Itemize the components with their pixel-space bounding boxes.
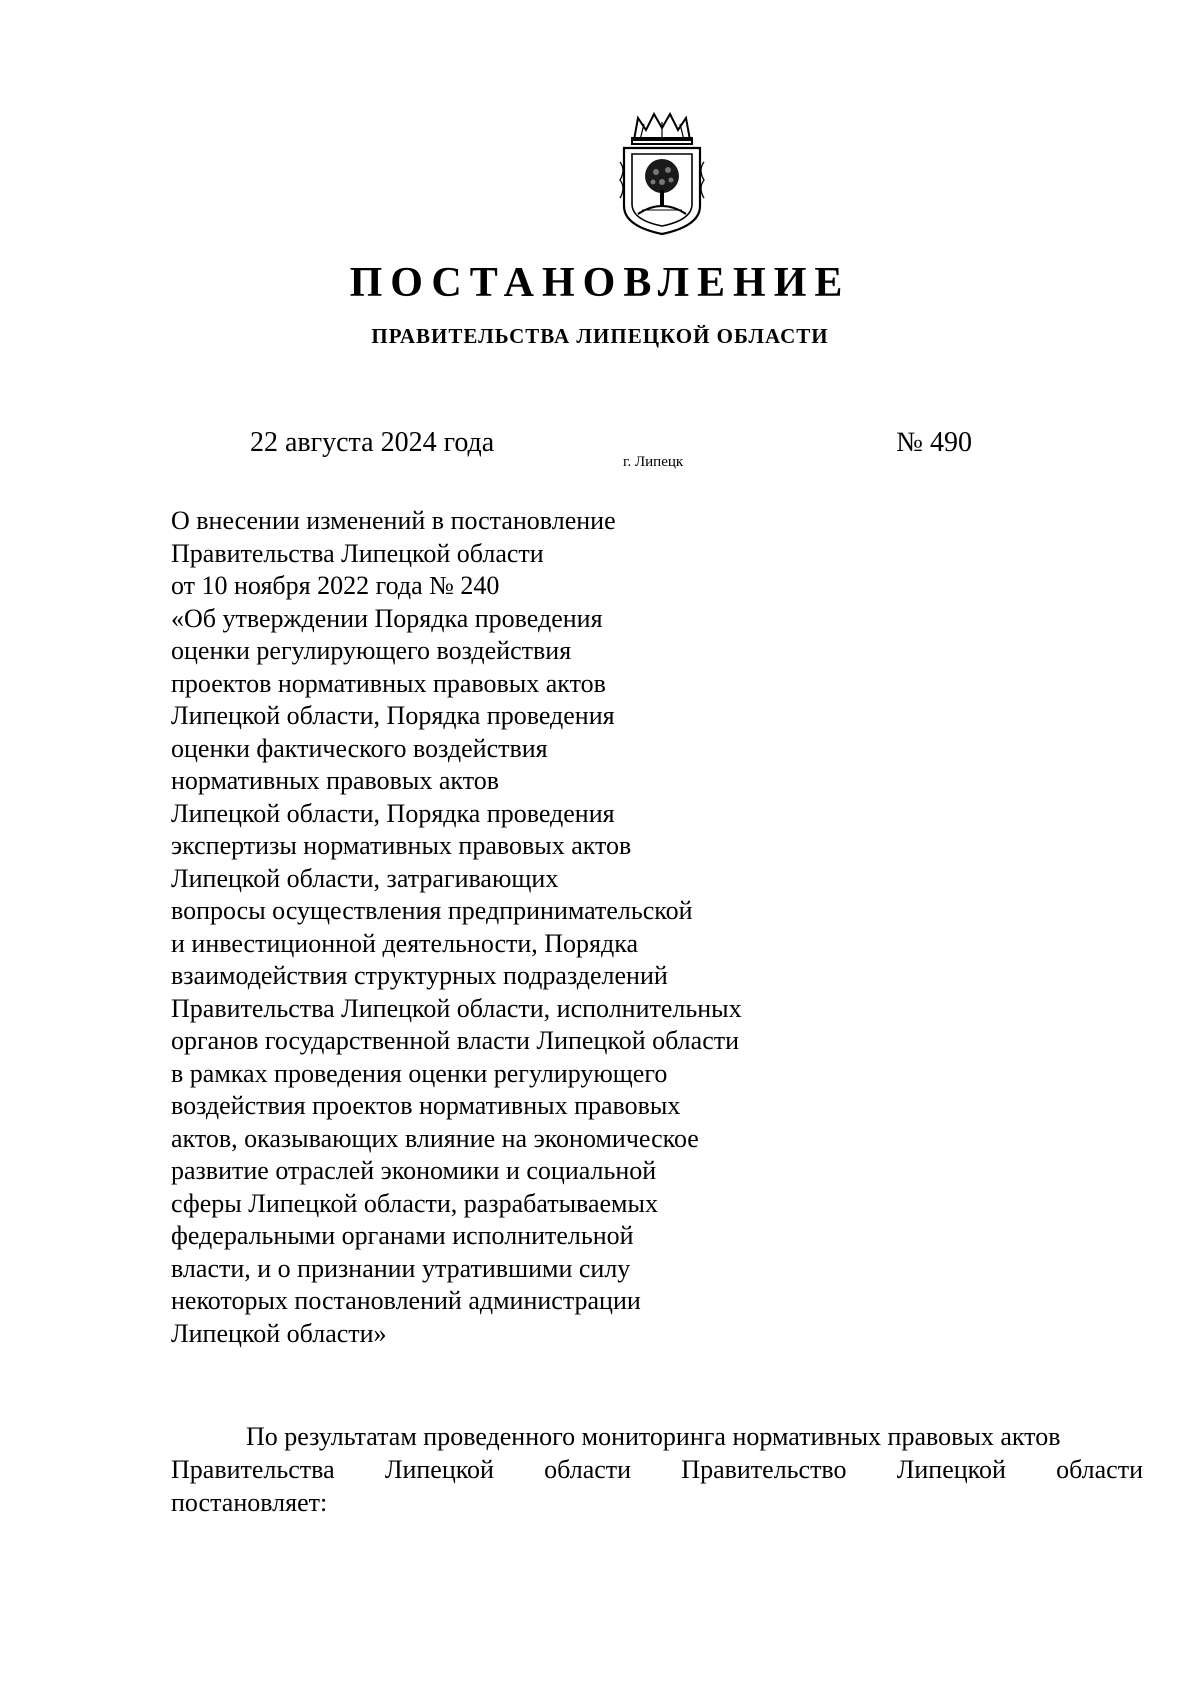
heading-line: воздействия проектов нормативных правовых — [171, 1091, 681, 1120]
heading-line: от 10 ноября 2022 года № 240 — [171, 571, 500, 600]
body-paragraph — [171, 1420, 1143, 1519]
heading-line: взаимодействия структурных подразделений — [171, 961, 668, 990]
coat-of-arms-emblem — [616, 110, 708, 238]
heading-line: сферы Липецкой области, разрабатываемых — [171, 1188, 658, 1218]
heading-line: Правительства Липецкой области, исполнительных — [171, 993, 742, 1023]
document-heading — [171, 505, 871, 1350]
lipetsk-coat-of-arms-icon — [616, 110, 708, 238]
document-number: № 490 — [896, 427, 972, 458]
document-subtitle: ПРАВИТЕЛЬСТВА ЛИПЕЦКОЙ ОБЛАСТИ — [371, 324, 829, 348]
heading-line: в рамках проведения оценки регулирующего — [171, 1058, 668, 1088]
heading-line: экспертизы нормативных правовых актов — [171, 831, 632, 860]
heading-line: Липецкой области, Порядка проведения — [171, 798, 615, 828]
heading-line: оценки фактического воздействия — [171, 733, 548, 763]
heading-line: «Об утверждении Порядка проведения — [171, 603, 603, 633]
document-date: 22 августа 2024 года — [250, 427, 495, 458]
heading-line: некоторых постановлений администрации — [171, 1286, 641, 1315]
body-line: По результатам проведенного мониторинга нормативных правовых актов — [246, 1422, 1061, 1451]
heading-line: федеральными органами исполнительной — [171, 1221, 634, 1250]
heading-line: нормативных правовых актов — [171, 766, 500, 795]
heading-line: Липецкой области, затрагивающих — [171, 863, 559, 893]
body-line: постановляет: — [171, 1488, 328, 1517]
document-title: ПОСТАНОВЛЕНИЕ — [349, 260, 851, 306]
document-city: г. Липецк — [623, 454, 684, 470]
heading-line: и инвестиционной деятельности, Порядка — [171, 928, 639, 958]
heading-line: проектов нормативных правовых актов — [171, 668, 606, 698]
heading-line: оценки регулирующего воздействия — [171, 636, 572, 665]
heading-line: Липецкой области, Порядка проведения — [171, 701, 615, 730]
heading-line: власти, и о признании утратившими силу — [171, 1253, 631, 1283]
body-line: Правительства Липецкой области Правительство Липецкой области — [171, 1455, 1143, 1484]
heading-line: органов государственной власти Липецкой области — [171, 1026, 740, 1055]
heading-line: Липецкой области» — [171, 1318, 387, 1348]
heading-line: О внесении изменений в постановление — [171, 506, 616, 535]
heading-line: актов, оказывающих влияние на экономическое — [171, 1123, 699, 1153]
heading-line: вопросы осуществления предпринимательской — [171, 896, 693, 925]
heading-line: Правительства Липецкой области — [171, 538, 544, 568]
heading-line: развитие отраслей экономики и социальной — [171, 1156, 657, 1185]
